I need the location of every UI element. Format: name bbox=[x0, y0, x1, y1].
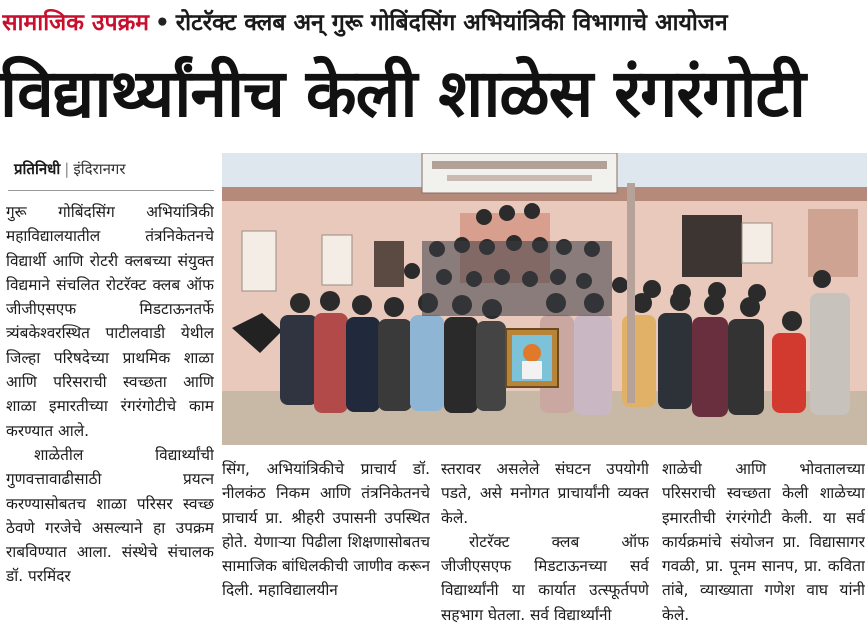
article-column-3 bbox=[441, 457, 649, 630]
kicker-subhead: रोटरॅक्ट क्लब अन् गुरू गोबिंदसिंग अभियांत्रिकी विभागाचे आयोजन bbox=[175, 10, 728, 36]
kicker-line bbox=[2, 6, 862, 40]
group-photo bbox=[222, 153, 867, 445]
byline-separator: | bbox=[64, 160, 70, 178]
article-column-4 bbox=[662, 457, 865, 630]
headline: विद्यार्थ्यांनीच केली शाळेस रंगरंगोटी bbox=[0, 55, 805, 132]
paragraph-3: सिंग, अभियांत्रिकीचे प्राचार्य डॉ. नीलकंठ निकम आणि तंत्रनिकेतनचे प्राचार्य प्रा. श्रीहरी उपासनी उपस्थित होते. येणाऱ्या पिढीला शिक्षणासोबतच सामाजिक बांधिलकीची जाणीव करून दिली. महाविद्यालयीन bbox=[222, 460, 430, 600]
paragraph-intro: गुरू गोबिंदसिंग अभियांत्रिकी महाविद्यालयातील तंत्रनिकेतनचे विद्यार्थी आणि रोटरी क्लबच्या संयुक्त विद्यमाने संचलित रोटरॅक्ट क्लब ऑफ जीजीएसएफ मिडटाऊनतर्फे त्र्यंबकेश्वरस्थित पाटीलवाडी येथील जिल्हा परिषदेच्या प्राथमिक शाळा आणि परिसराची स्वच्छता आणि शाळा इमारतीच्या रंगरंगोटीचे काम करण्यात आले. bbox=[6, 203, 214, 440]
byline-reporter: प्रतिनिधी bbox=[14, 160, 61, 178]
byline-rule bbox=[8, 190, 214, 191]
kicker-bullet: • bbox=[155, 10, 170, 36]
paragraph-6: शाळेची आणि भोवतालच्या परिसराची स्वच्छता केली शाळेच्या इमारतीची रंगरंगोटी केली. या सर्व कार्यक्रमांचे संयोजन प्रा. विद्यासागर गवळी, प्रा. पूनम सानप, प्रा. कविता तांबे, व्याख्याता गणेश वाघ यांनी केले. bbox=[662, 460, 865, 624]
paragraph-2: शाळेतील विद्यार्थ्यांची गुणवत्तावाढीसाठी प्रयत्न करण्यासोबतच शाळा परिसर स्वच्छ ठेवणे गरजेचे असल्याने हा उपक्रम राबविण्यात आला. संस्थेचे संचालक डॉ. परमिंदर bbox=[6, 445, 214, 586]
group-photo-illustration bbox=[222, 153, 867, 445]
paragraph-4: स्तरावर असलेले संघटन उपयोगी पडते, असे मनोगत प्राचार्यांनी व्यक्त केले. bbox=[441, 460, 649, 527]
paragraph-5: रोटरॅक्ट क्लब ऑफ जीजीएसएफ मिडटाऊनच्या सर्व विद्यार्थ्यांनी या कार्यात उत्स्फूर्तपणे सहभाग घेतला. सर्व विद्यार्थ्यांनी bbox=[441, 532, 649, 624]
article-column-2 bbox=[222, 457, 430, 630]
portrait-frame bbox=[506, 329, 558, 387]
article-column-1 bbox=[6, 200, 214, 630]
byline-location: इंदिरानगर bbox=[73, 160, 126, 178]
section-tag: सामाजिक उपक्रम bbox=[2, 10, 149, 36]
byline bbox=[14, 156, 214, 182]
